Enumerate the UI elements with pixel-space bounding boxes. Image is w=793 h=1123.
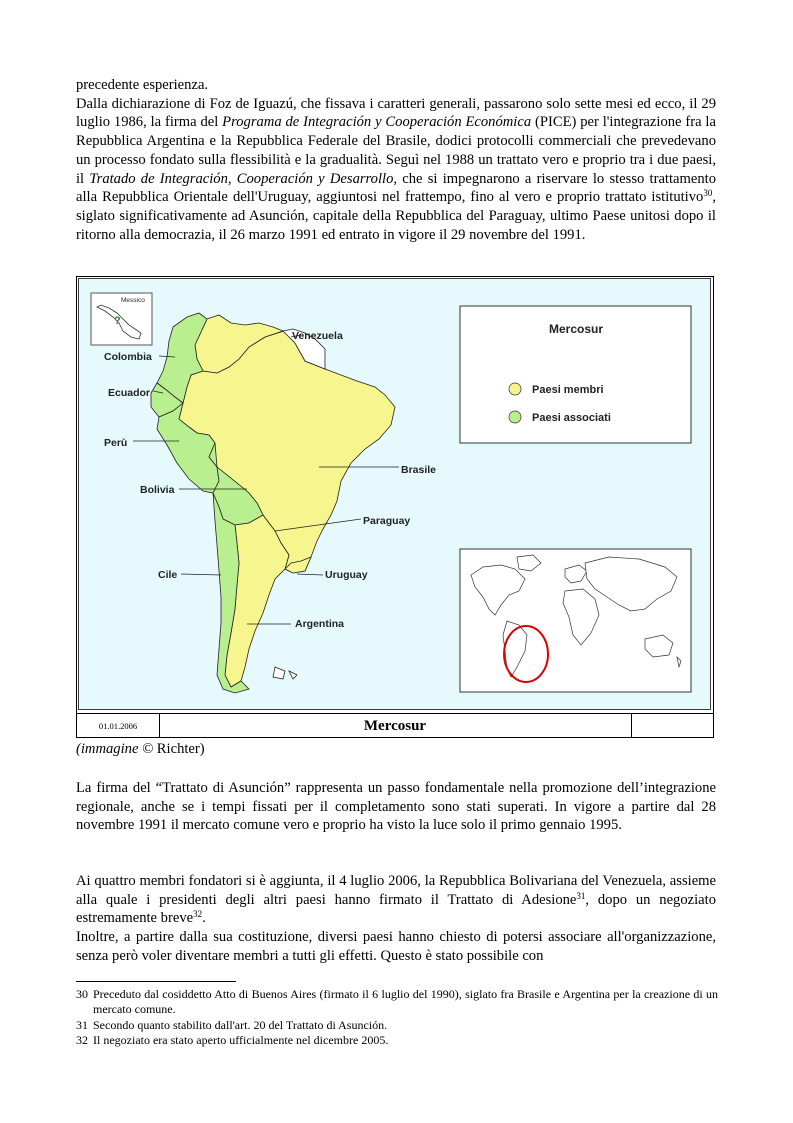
footnote-separator xyxy=(76,981,236,982)
figure-caption xyxy=(76,741,205,758)
footnote-text: Preceduto dal cosiddetto Atto di Buenos Aires (firmato il 6 luglio del 1990), siglato fra Brasile e Argentina per la creazione di un mercato comune. xyxy=(93,987,718,1016)
label-cile: Cile xyxy=(158,569,178,581)
leader-line xyxy=(181,574,221,575)
footnote-number: 32 xyxy=(76,1033,88,1047)
caption-credit: Richter) xyxy=(153,741,205,757)
map-panel xyxy=(78,278,711,710)
footnote-32 xyxy=(76,1033,718,1048)
label-venezuela: Venezuela xyxy=(292,330,343,342)
paragraph-asuncion: La firma del “Trattato di Asunción” rappresenta un passo fondamentale nella promozione dell’integrazione regionale, anche se i tempi fissati per il completamento sono stati superati. In vigore a partire dal 28 novembre 1991 il mercato comune vero e proprio ha visto la luce solo il primo gennaio 1995. xyxy=(76,780,716,834)
caption-italic: (immagine © xyxy=(76,741,154,757)
footer-title: Mercosur xyxy=(159,714,632,738)
italic-title: Tratado de Integración, Cooperación y Desarrollo xyxy=(89,170,394,187)
text-run: , dopo un negoziato estremamente breve xyxy=(76,891,716,927)
label-uruguay: Uruguay xyxy=(325,569,368,581)
footnote-ref-31[interactable]: 31 xyxy=(576,890,586,901)
paragraph-venezuela xyxy=(76,872,716,966)
legend-members-label: Paesi membri xyxy=(532,384,604,396)
leader-line xyxy=(297,574,323,575)
footnote-text: Secondo quanto stabilito dall'art. 20 del Trattato di Asunción. xyxy=(93,1018,388,1032)
footnote-number: 30 xyxy=(76,987,88,1001)
figure-footer xyxy=(77,713,713,738)
inset-label: Messico xyxy=(121,297,145,304)
text-run: Dalla dichiarazione di Foz de Iguazú, che fissava i caratteri generali, passarono solo sette mesi ed ecco, il 29 luglio 1986, la firma del xyxy=(76,95,716,131)
legend-swatch-associates xyxy=(509,411,521,423)
text-run: . xyxy=(202,910,206,927)
mercosur-map-figure xyxy=(76,276,714,738)
label-brasile: Brasile xyxy=(401,464,437,476)
label-peru: Perù xyxy=(104,437,128,449)
footer-date: 01.01.2006 xyxy=(77,714,160,738)
text-run: , che si impegnarono a riservare lo stesso trattamento alla Repubblica Orientale dell'Uruguay, aggiuntosi nel frattempo, fino al vero e proprio trattato istitutivo xyxy=(76,170,716,206)
footnote-31 xyxy=(76,1018,718,1033)
footnote-ref-32[interactable]: 32 xyxy=(193,909,203,920)
legend-title: Mercosur xyxy=(548,322,604,336)
label-ecuador: Ecuador xyxy=(108,387,151,399)
footnote-ref-30[interactable]: 30 xyxy=(703,188,713,199)
falklands-shape xyxy=(273,667,285,679)
text-run: (PICE) per l'integrazione fra la Repubblica Argentina e la Repubblica Federale del Brasile, dodici protocolli commerciali che prevedevano un processo fondato sulla flessibilità e la gradualità. Seguì nel 1988 un trattato vero e proprio tra i due paesi, il xyxy=(76,114,716,187)
text-run: Ai quattro membri fondatori si è aggiunta, il 4 luglio 2006, la Repubblica Bolivariana del Venezuela, assieme alla quale i presidenti degli altri paesi hanno firmato il Trattato di Adesione xyxy=(76,873,716,908)
paragraph-intro xyxy=(76,76,716,244)
label-paraguay: Paraguay xyxy=(363,515,411,527)
footnote-text: Il negoziato era stato aperto ufficialmente nel dicembre 2005. xyxy=(93,1033,389,1047)
label-colombia: Colombia xyxy=(104,351,152,363)
inset-question-mark: ? xyxy=(114,315,121,327)
footnote-30 xyxy=(76,987,718,1017)
legend-associates-label: Paesi associati xyxy=(532,412,611,424)
map-svg xyxy=(79,279,710,709)
intro-line: precedente esperienza. xyxy=(76,77,209,93)
legend-swatch-members xyxy=(509,383,521,395)
label-argentina: Argentina xyxy=(295,618,345,630)
text-run: Inoltre, a partire dalla sua costituzione, diversi paesi hanno chiesto di potersi associare all'organizzazione, senza però voler diventare membri a tutti gli effetti. Questo è stato possibile con xyxy=(76,929,716,964)
label-bolivia: Bolivia xyxy=(140,484,175,496)
text-run: , siglato significativamente ad Asunción, capitale della Repubblica del Paraguay, ultimo Paese unitosi dopo il ritorno alla democrazia, il 26 marzo 1991 ed entrato in vigore il 29 novembre del 1991. xyxy=(76,189,716,243)
footnote-number: 31 xyxy=(76,1018,88,1032)
italic-title: Programa de Integración y Cooperación Económica xyxy=(222,114,532,131)
falklands-shape xyxy=(289,671,297,679)
